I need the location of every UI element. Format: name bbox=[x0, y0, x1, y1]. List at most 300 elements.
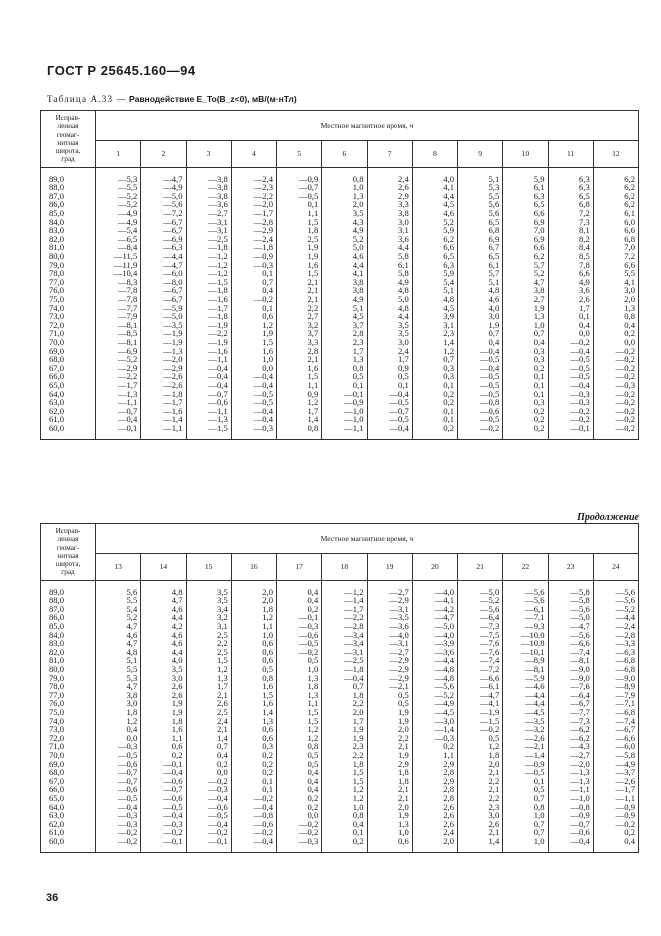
hour-header: 2 bbox=[141, 141, 186, 168]
value-cell: —5,2 bbox=[96, 200, 141, 209]
value-cell: 5,9 bbox=[503, 167, 548, 183]
value-cell: —0,5 bbox=[231, 390, 276, 399]
value-cell: —8,5 bbox=[96, 329, 141, 338]
value-cell: —0,2 bbox=[277, 820, 322, 829]
value-cell: 5,5 bbox=[96, 596, 141, 605]
value-cell: —0,2 bbox=[593, 398, 638, 407]
value-cell: —0,4 bbox=[231, 407, 276, 416]
value-cell: —1,9 bbox=[186, 338, 231, 347]
value-cell: 0,2 bbox=[503, 364, 548, 373]
latitude-cell: 69,0 bbox=[41, 347, 96, 356]
value-cell: —5,6 bbox=[503, 580, 548, 596]
value-cell: 1,4 bbox=[186, 734, 231, 743]
latitude-header-line: нитная bbox=[57, 138, 79, 147]
value-cell: —0,5 bbox=[231, 398, 276, 407]
value-cell: —2,4 bbox=[231, 235, 276, 244]
value-cell: 4,6 bbox=[96, 631, 141, 640]
value-cell: —10,4 bbox=[96, 269, 141, 278]
value-cell: 2,1 bbox=[367, 785, 412, 794]
value-cell: 1,1 bbox=[277, 381, 322, 390]
value-cell: —5,6 bbox=[548, 631, 593, 640]
value-cell: —2,9 bbox=[367, 674, 412, 683]
value-cell: 2,0 bbox=[231, 596, 276, 605]
value-cell: —6,2 bbox=[548, 725, 593, 734]
value-cell: —0,2 bbox=[231, 828, 276, 837]
value-cell: —0,5 bbox=[458, 381, 503, 390]
table-row bbox=[41, 424, 639, 439]
value-cell: 1,2 bbox=[277, 725, 322, 734]
value-cell: —1,4 bbox=[412, 725, 457, 734]
value-cell: 2,2 bbox=[458, 777, 503, 786]
value-cell: —1,5 bbox=[458, 717, 503, 726]
value-cell: —2,0 bbox=[141, 355, 186, 364]
value-cell: —1,3 bbox=[141, 347, 186, 356]
value-cell: 0,2 bbox=[231, 751, 276, 760]
value-cell: —5,8 bbox=[548, 580, 593, 596]
value-cell: —7,6 bbox=[458, 639, 503, 648]
value-cell: 1,3 bbox=[593, 304, 638, 313]
value-cell: 0,1 bbox=[548, 312, 593, 321]
hour-header: 14 bbox=[141, 554, 186, 581]
value-cell: 2,2 bbox=[322, 699, 367, 708]
value-cell: 2,5 bbox=[186, 648, 231, 657]
value-cell: —0,7 bbox=[141, 785, 186, 794]
value-cell: 2,6 bbox=[412, 803, 457, 812]
value-cell: —0,2 bbox=[96, 828, 141, 837]
value-cell: —0,3 bbox=[231, 261, 276, 270]
value-cell: —0,2 bbox=[96, 837, 141, 852]
value-cell: —5,0 bbox=[141, 312, 186, 321]
value-cell: 2,5 bbox=[186, 631, 231, 640]
value-cell: —0,4 bbox=[141, 768, 186, 777]
value-cell: —0,7 bbox=[96, 407, 141, 416]
latitude-cell: 60,0 bbox=[41, 837, 96, 852]
value-cell: 2,7 bbox=[503, 295, 548, 304]
value-cell: 3,6 bbox=[548, 286, 593, 295]
value-cell: 5,8 bbox=[367, 269, 412, 278]
value-cell: 6,6 bbox=[593, 261, 638, 270]
value-cell: —2,2 bbox=[231, 192, 276, 201]
value-cell: 1,3 bbox=[322, 355, 367, 364]
value-cell: —1,1 bbox=[322, 424, 367, 439]
value-cell: —0,2 bbox=[458, 424, 503, 439]
value-cell: —1,5 bbox=[186, 278, 231, 287]
value-cell: 1,5 bbox=[322, 768, 367, 777]
value-cell: 0,5 bbox=[277, 760, 322, 769]
value-cell: 5,5 bbox=[96, 665, 141, 674]
value-cell: 0,4 bbox=[458, 338, 503, 347]
value-cell: 5,3 bbox=[96, 674, 141, 683]
value-cell: 0,9 bbox=[367, 364, 412, 373]
value-cell: 4,6 bbox=[141, 605, 186, 614]
value-cell: —2,9 bbox=[367, 656, 412, 665]
value-cell: —5,6 bbox=[503, 596, 548, 605]
value-cell: —5,0 bbox=[548, 613, 593, 622]
value-cell: 1,3 bbox=[277, 691, 322, 700]
value-cell: —0,5 bbox=[367, 415, 412, 424]
value-cell: 3,5 bbox=[367, 321, 412, 330]
value-cell: 6,9 bbox=[458, 235, 503, 244]
value-cell: —7,9 bbox=[593, 691, 638, 700]
value-cell: 6,5 bbox=[458, 252, 503, 261]
value-cell: 0,3 bbox=[231, 742, 276, 751]
value-cell: —8,4 bbox=[96, 243, 141, 252]
latitude-cell: 63,0 bbox=[41, 398, 96, 407]
latitude-header-line: геомаг- bbox=[56, 543, 80, 552]
value-cell: 2,4 bbox=[367, 347, 412, 356]
value-cell: 1,9 bbox=[503, 304, 548, 313]
value-cell: 5,6 bbox=[96, 580, 141, 596]
value-cell: —6,7 bbox=[141, 295, 186, 304]
latitude-cell: 89,0 bbox=[41, 167, 96, 183]
value-cell: 4,6 bbox=[141, 639, 186, 648]
value-cell: 0,5 bbox=[277, 656, 322, 665]
value-cell: 5,4 bbox=[412, 278, 457, 287]
value-cell: 1,8 bbox=[231, 605, 276, 614]
value-cell: —0,5 bbox=[548, 364, 593, 373]
value-cell: —5,4 bbox=[96, 226, 141, 235]
value-cell: 4,6 bbox=[141, 631, 186, 640]
value-cell: 5,2 bbox=[322, 235, 367, 244]
hour-header: 3 bbox=[186, 141, 231, 168]
value-cell: —7,5 bbox=[458, 631, 503, 640]
value-cell: —7,4 bbox=[458, 656, 503, 665]
value-cell: 0,3 bbox=[503, 355, 548, 364]
value-cell: 1,5 bbox=[277, 708, 322, 717]
value-cell: —6,2 bbox=[548, 734, 593, 743]
value-cell: 0,3 bbox=[503, 347, 548, 356]
value-cell: —0,5 bbox=[277, 639, 322, 648]
value-cell: 2,9 bbox=[367, 192, 412, 201]
value-cell: —5,3 bbox=[96, 167, 141, 183]
latitude-cell: 83,0 bbox=[41, 226, 96, 235]
value-cell: 3,4 bbox=[186, 605, 231, 614]
value-cell: —5,2 bbox=[412, 691, 457, 700]
value-cell: 0,4 bbox=[277, 580, 322, 596]
hour-header: 20 bbox=[412, 554, 457, 581]
value-cell: 4,4 bbox=[367, 312, 412, 321]
value-cell: 5,1 bbox=[458, 167, 503, 183]
value-cell: 0,1 bbox=[231, 785, 276, 794]
value-cell: —0,4 bbox=[141, 811, 186, 820]
latitude-cell: 61,0 bbox=[41, 828, 96, 837]
value-cell: —0,9 bbox=[593, 803, 638, 812]
value-cell: —0,4 bbox=[186, 820, 231, 829]
value-cell: 2,9 bbox=[412, 760, 457, 769]
latitude-cell: 75,0 bbox=[41, 708, 96, 717]
value-cell: 2,1 bbox=[277, 295, 322, 304]
latitude-cell: 72,0 bbox=[41, 321, 96, 330]
value-cell: 5,4 bbox=[96, 605, 141, 614]
value-cell: 1,1 bbox=[412, 751, 457, 760]
value-cell: 0,4 bbox=[277, 596, 322, 605]
value-cell: 2,0 bbox=[593, 295, 638, 304]
value-cell: 0,0 bbox=[277, 811, 322, 820]
value-cell: —2,0 bbox=[231, 200, 276, 209]
value-cell: —6,4 bbox=[458, 613, 503, 622]
value-cell: 1,2 bbox=[277, 734, 322, 743]
value-cell: —0,4 bbox=[548, 347, 593, 356]
latitude-cell: 87,0 bbox=[41, 605, 96, 614]
latitude-header-line: Исправ- bbox=[55, 114, 81, 122]
value-cell: —0,6 bbox=[96, 760, 141, 769]
value-cell: —0,1 bbox=[186, 837, 231, 852]
value-cell: —6,4 bbox=[548, 691, 593, 700]
value-cell: 2,1 bbox=[458, 828, 503, 837]
value-cell: —7,3 bbox=[458, 622, 503, 631]
value-cell: 5,1 bbox=[322, 304, 367, 313]
value-cell: —2,9 bbox=[96, 364, 141, 373]
value-cell: —11,9 bbox=[96, 261, 141, 270]
latitude-cell: 81,0 bbox=[41, 656, 96, 665]
latitude-cell: 68,0 bbox=[41, 355, 96, 364]
value-cell: 2,0 bbox=[367, 803, 412, 812]
value-cell: —2,6 bbox=[503, 734, 548, 743]
table-body bbox=[41, 167, 639, 439]
value-cell: —0,4 bbox=[96, 415, 141, 424]
value-cell: 2,6 bbox=[548, 295, 593, 304]
value-cell: 2,8 bbox=[412, 794, 457, 803]
value-cell: —2,1 bbox=[367, 682, 412, 691]
value-cell: —0,7 bbox=[548, 820, 593, 829]
value-cell: 4,0 bbox=[458, 304, 503, 313]
value-cell: —3,5 bbox=[141, 321, 186, 330]
value-cell: —7,7 bbox=[548, 708, 593, 717]
value-cell: —5,6 bbox=[593, 580, 638, 596]
latitude-cell: 84,0 bbox=[41, 631, 96, 640]
value-cell: —7,8 bbox=[96, 295, 141, 304]
value-cell: 0,4 bbox=[277, 777, 322, 786]
value-cell: —3,1 bbox=[367, 639, 412, 648]
value-cell: —1,7 bbox=[593, 785, 638, 794]
value-cell: —1,6 bbox=[186, 295, 231, 304]
value-cell: 4,6 bbox=[322, 252, 367, 261]
hour-header: 15 bbox=[186, 554, 231, 581]
value-cell: —1,6 bbox=[141, 407, 186, 416]
value-cell: 1,3 bbox=[186, 674, 231, 683]
value-cell: 8,5 bbox=[548, 252, 593, 261]
value-cell: —5,6 bbox=[548, 605, 593, 614]
value-cell: 1,0 bbox=[503, 321, 548, 330]
value-cell: —1,8 bbox=[231, 243, 276, 252]
value-cell: 0,8 bbox=[322, 811, 367, 820]
table-caption-title: Равнодействие E_To(B_z<0), мВ/(м·нТл) bbox=[129, 94, 297, 104]
value-cell: 0,1 bbox=[367, 381, 412, 390]
value-cell: 0,5 bbox=[458, 734, 503, 743]
value-cell: —0,4 bbox=[96, 803, 141, 812]
value-cell: —0,2 bbox=[277, 828, 322, 837]
value-cell: —0,5 bbox=[277, 192, 322, 201]
value-cell: 0,7 bbox=[503, 820, 548, 829]
value-cell: —0,4 bbox=[458, 364, 503, 373]
latitude-cell: 68,0 bbox=[41, 768, 96, 777]
value-cell: 3,8 bbox=[322, 278, 367, 287]
data-table-part-2 bbox=[40, 523, 639, 853]
value-cell: 0,2 bbox=[322, 837, 367, 852]
value-cell: 6,6 bbox=[548, 269, 593, 278]
value-cell: 1,0 bbox=[231, 355, 276, 364]
value-cell: —6,7 bbox=[141, 226, 186, 235]
latitude-cell: 76,0 bbox=[41, 286, 96, 295]
value-cell: —0,1 bbox=[141, 760, 186, 769]
value-cell: —7,6 bbox=[458, 648, 503, 657]
value-cell: 2,3 bbox=[322, 742, 367, 751]
value-cell: —4,4 bbox=[412, 656, 457, 665]
latitude-cell: 86,0 bbox=[41, 200, 96, 209]
value-cell: —0,3 bbox=[186, 785, 231, 794]
value-cell: 5,7 bbox=[503, 261, 548, 270]
value-cell: —8,9 bbox=[503, 656, 548, 665]
value-cell: —5,2 bbox=[458, 596, 503, 605]
value-cell: —0,9 bbox=[503, 760, 548, 769]
value-cell: —8,1 bbox=[503, 665, 548, 674]
value-cell: 4,5 bbox=[412, 200, 457, 209]
value-cell: —0,7 bbox=[277, 183, 322, 192]
value-cell: 5,2 bbox=[412, 218, 457, 227]
value-cell: 1,2 bbox=[277, 398, 322, 407]
value-cell: 0,5 bbox=[277, 751, 322, 760]
value-cell: 4,1 bbox=[322, 269, 367, 278]
value-cell: 0,1 bbox=[503, 777, 548, 786]
value-cell: 1,2 bbox=[322, 785, 367, 794]
value-cell: 1,0 bbox=[367, 828, 412, 837]
latitude-cell: 77,0 bbox=[41, 691, 96, 700]
value-cell: —8,1 bbox=[548, 656, 593, 665]
value-cell: 4,8 bbox=[367, 286, 412, 295]
value-cell: 0,8 bbox=[593, 312, 638, 321]
value-cell: 7,8 bbox=[548, 261, 593, 270]
value-cell: 0,2 bbox=[231, 760, 276, 769]
value-cell: 6,9 bbox=[503, 218, 548, 227]
value-cell: 0,7 bbox=[458, 329, 503, 338]
value-cell: —5,8 bbox=[593, 751, 638, 760]
value-cell: 7,3 bbox=[548, 218, 593, 227]
value-cell: 6,1 bbox=[367, 261, 412, 270]
value-cell: 1,9 bbox=[458, 321, 503, 330]
value-cell: 3,5 bbox=[367, 329, 412, 338]
value-cell: 3,2 bbox=[186, 613, 231, 622]
value-cell: —0,6 bbox=[277, 631, 322, 640]
value-cell: —0,3 bbox=[96, 742, 141, 751]
value-cell: —1,4 bbox=[503, 751, 548, 760]
value-cell: —4,4 bbox=[503, 699, 548, 708]
value-cell: —4,2 bbox=[412, 605, 457, 614]
value-cell: —3,1 bbox=[186, 226, 231, 235]
value-cell: 0,2 bbox=[412, 742, 457, 751]
latitude-header-line: град bbox=[61, 568, 75, 577]
value-cell: —2,7 bbox=[186, 209, 231, 218]
value-cell: 1,0 bbox=[277, 665, 322, 674]
value-cell: —6,7 bbox=[141, 218, 186, 227]
value-cell: —0,4 bbox=[231, 381, 276, 390]
value-cell: 0,1 bbox=[231, 777, 276, 786]
value-cell: —1,7 bbox=[96, 381, 141, 390]
value-cell: —4,9 bbox=[593, 760, 638, 769]
value-cell: 6,1 bbox=[503, 183, 548, 192]
value-cell: 1,9 bbox=[231, 329, 276, 338]
value-cell: —4,5 bbox=[412, 708, 457, 717]
table-caption bbox=[47, 94, 297, 104]
time-column-header: Местное магнитное время, ч bbox=[96, 524, 639, 554]
value-cell: 4,9 bbox=[548, 278, 593, 287]
value-cell: —1,9 bbox=[186, 321, 231, 330]
value-cell: 3,2 bbox=[277, 321, 322, 330]
value-cell: —0,6 bbox=[186, 398, 231, 407]
value-cell: 0,1 bbox=[412, 407, 457, 416]
value-cell: 0,6 bbox=[231, 725, 276, 734]
value-cell: —0,2 bbox=[186, 828, 231, 837]
value-cell: —0,3 bbox=[96, 820, 141, 829]
value-cell: —4,7 bbox=[458, 691, 503, 700]
value-cell: —1,8 bbox=[186, 286, 231, 295]
value-cell: —0,1 bbox=[141, 837, 186, 852]
value-cell: —7,1 bbox=[593, 699, 638, 708]
value-cell: —6,6 bbox=[458, 674, 503, 683]
value-cell: —0,4 bbox=[231, 837, 276, 852]
value-cell: 2,6 bbox=[367, 183, 412, 192]
value-cell: 0,5 bbox=[367, 691, 412, 700]
hour-header: 12 bbox=[593, 141, 638, 168]
value-cell: —3,9 bbox=[412, 639, 457, 648]
value-cell: —4,0 bbox=[367, 631, 412, 640]
value-cell: 1,6 bbox=[277, 364, 322, 373]
value-cell: —0,3 bbox=[141, 820, 186, 829]
value-cell: 1,2 bbox=[231, 321, 276, 330]
value-cell: 1,4 bbox=[231, 708, 276, 717]
value-cell: —0,4 bbox=[322, 674, 367, 683]
value-cell: 1,0 bbox=[231, 631, 276, 640]
value-cell: 5,9 bbox=[412, 226, 457, 235]
value-cell: 6,7 bbox=[458, 243, 503, 252]
value-cell: 0,3 bbox=[412, 364, 457, 373]
value-cell: —4,7 bbox=[141, 261, 186, 270]
value-cell: 6,6 bbox=[503, 209, 548, 218]
value-cell: 0,5 bbox=[367, 699, 412, 708]
value-cell: —5,2 bbox=[593, 605, 638, 614]
value-cell: 0,4 bbox=[277, 785, 322, 794]
value-cell: —0,3 bbox=[548, 390, 593, 399]
value-cell: —7,4 bbox=[548, 648, 593, 657]
value-cell: —5,6 bbox=[141, 200, 186, 209]
value-cell: 0,2 bbox=[593, 329, 638, 338]
value-cell: 0,0 bbox=[96, 734, 141, 743]
value-cell: —3,2 bbox=[503, 725, 548, 734]
value-cell: 1,7 bbox=[186, 682, 231, 691]
value-cell: 4,2 bbox=[141, 622, 186, 631]
value-cell: 4,5 bbox=[412, 304, 457, 313]
value-cell: 1,7 bbox=[367, 355, 412, 364]
value-cell: 1,9 bbox=[367, 811, 412, 820]
value-cell: —8,3 bbox=[96, 278, 141, 287]
value-cell: 6,2 bbox=[593, 200, 638, 209]
value-cell: —0,5 bbox=[96, 751, 141, 760]
value-cell: —0,2 bbox=[277, 648, 322, 657]
value-cell: 0,0 bbox=[231, 364, 276, 373]
value-cell: —4,7 bbox=[548, 622, 593, 631]
hour-header: 5 bbox=[277, 141, 322, 168]
value-cell: 5,7 bbox=[458, 269, 503, 278]
value-cell: 4,4 bbox=[141, 648, 186, 657]
value-cell: 2,1 bbox=[458, 768, 503, 777]
value-cell: —0,4 bbox=[231, 415, 276, 424]
value-cell: 3,7 bbox=[322, 321, 367, 330]
value-cell: 3,5 bbox=[322, 209, 367, 218]
value-cell: —0,4 bbox=[367, 424, 412, 439]
value-cell: —2,7 bbox=[367, 648, 412, 657]
hour-header: 9 bbox=[458, 141, 503, 168]
value-cell: 2,8 bbox=[412, 768, 457, 777]
value-cell: —0,2 bbox=[593, 415, 638, 424]
